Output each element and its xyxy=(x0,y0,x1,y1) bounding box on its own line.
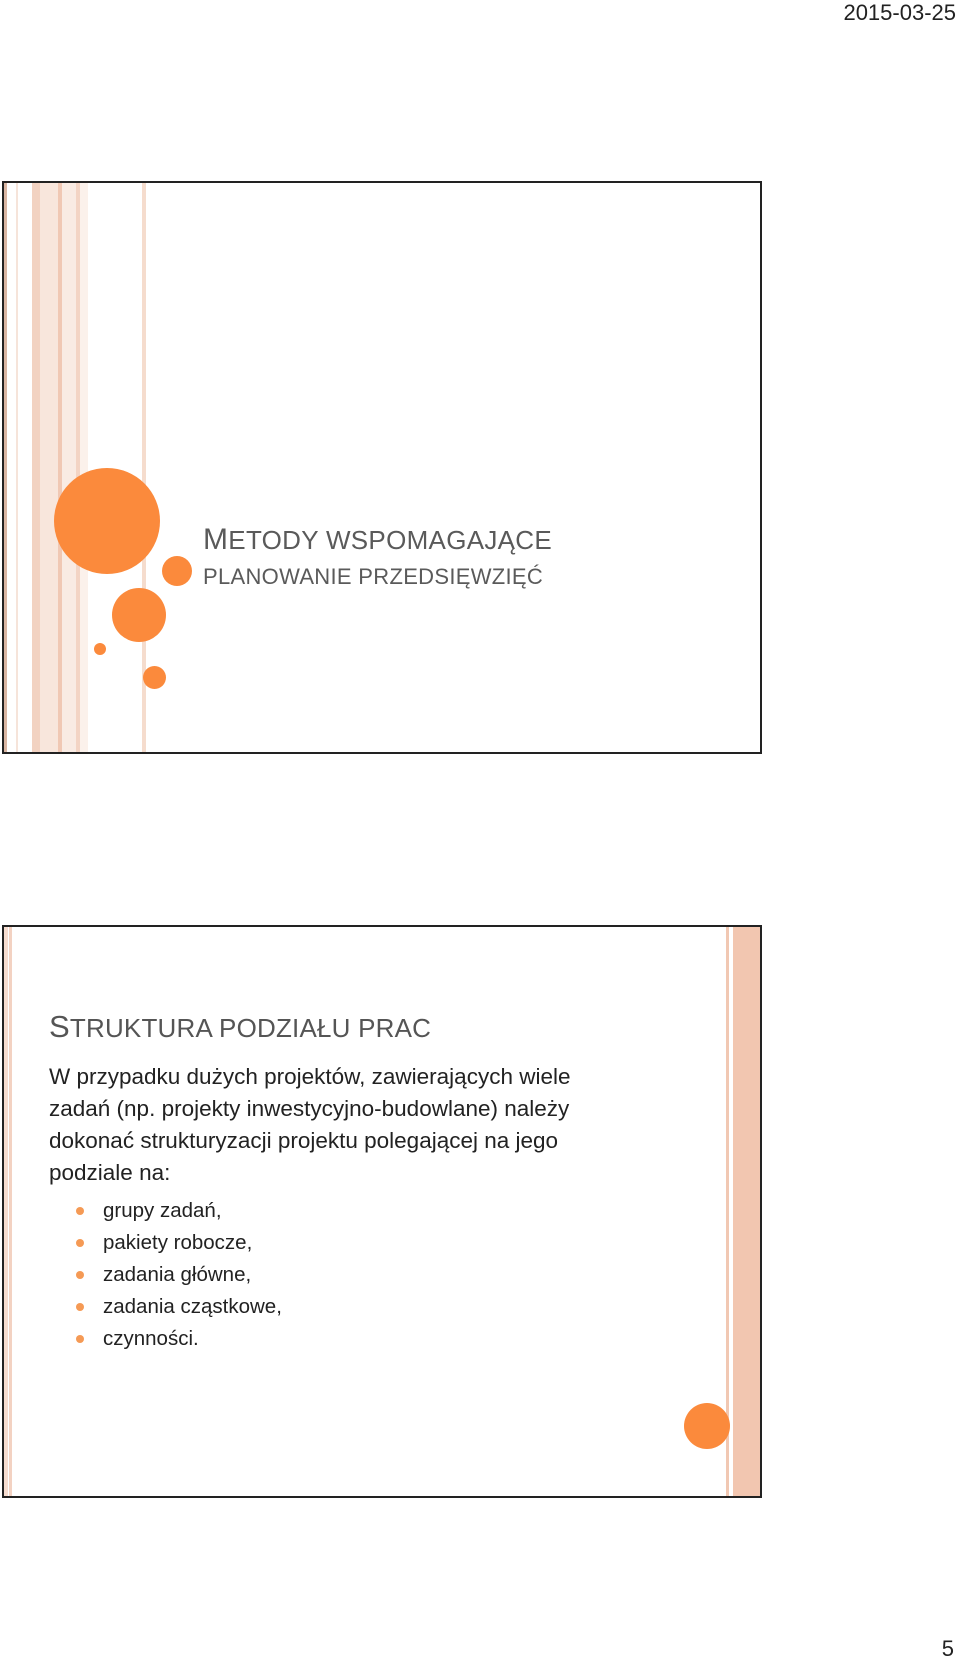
decorative-edge xyxy=(4,183,7,752)
list-item-text: czynności. xyxy=(103,1327,199,1350)
bullet-icon xyxy=(76,1335,84,1343)
decorative-circle-medium xyxy=(112,588,166,642)
decorative-circle-large xyxy=(54,468,160,574)
title-initial: M xyxy=(203,523,229,556)
decorative-stripe-band xyxy=(724,927,760,1496)
decorative-stripe-band xyxy=(4,183,149,752)
list-item-text: zadania cząstkowe, xyxy=(103,1295,282,1318)
decorative-circle xyxy=(684,1403,730,1449)
list-item xyxy=(103,1195,689,1227)
title-line-2: PLANOWANIE PRZEDSIĘWZIĘĆ xyxy=(203,564,544,589)
body-line: dokonać strukturyzacji projektu polegającej na jego xyxy=(49,1128,559,1153)
slide-2 xyxy=(2,925,762,1498)
decorative-left-stripe xyxy=(4,927,12,1496)
slide-1-title xyxy=(203,522,552,594)
bullet-icon xyxy=(76,1239,84,1247)
list-item xyxy=(103,1259,689,1291)
decorative-circle-tiny xyxy=(94,643,106,655)
body-line: podziale na: xyxy=(49,1160,171,1185)
list-item-text: grupy zadań, xyxy=(103,1199,222,1222)
body-line: W przypadku dużych projektów, zawierających wiele xyxy=(49,1064,571,1089)
bullet-icon xyxy=(76,1303,84,1311)
list-item-text: pakiety robocze, xyxy=(103,1231,253,1254)
decorative-circle-small xyxy=(162,556,192,586)
title-line-1: ETODY WSPOMAGAJĄCE xyxy=(228,525,553,555)
bullet-icon xyxy=(76,1271,84,1279)
bullet-icon xyxy=(76,1207,84,1215)
body-line: zadań (np. projekty inwestycyjno-budowlane) należy xyxy=(49,1096,570,1121)
list-item xyxy=(103,1291,689,1323)
list-item xyxy=(103,1227,689,1259)
slide-1 xyxy=(2,181,762,754)
decorative-circle-small-2 xyxy=(143,666,166,689)
page-number: 5 xyxy=(941,1636,954,1661)
title-initial: S xyxy=(49,1009,70,1044)
bullet-list xyxy=(49,1195,689,1355)
title-rest: TRUKTURA PODZIAŁU PRAC xyxy=(69,1013,432,1043)
slide-2-title xyxy=(49,1009,431,1045)
list-item-text: zadania główne, xyxy=(103,1263,252,1286)
document-date: 2015-03-25 xyxy=(843,0,956,25)
slide-2-body xyxy=(49,1061,689,1355)
list-item xyxy=(103,1323,689,1355)
